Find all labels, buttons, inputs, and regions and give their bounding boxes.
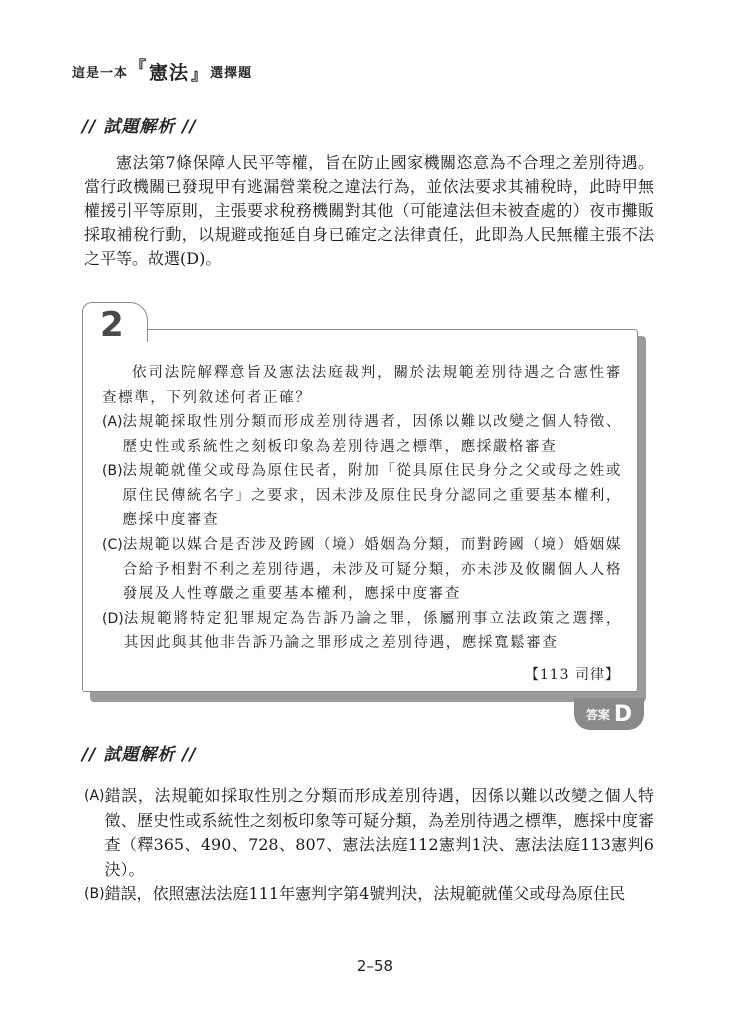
header-prefix: 這是一本 [72,65,129,81]
answer-value: D [613,701,633,727]
question-stem: 依司法院解釋意旨及憲法法庭裁判，關於法規範差別待遇之合憲性審查標準，下列敘述何者正確？ [102,365,622,406]
running-header [72,58,252,84]
option-text: 法規範就僅父或母為原住民者，附加「從具原住民身分之父或母之姓或原住民傳統名字」之要求，因未涉及原住民身分認同之重要基本權利，應採中度審查 [122,463,622,529]
page-number: 2–58 [356,957,394,975]
heading-text: 試題解析 [103,117,176,137]
analysis-heading-1 [82,112,197,137]
analysis-heading-2 [82,740,197,765]
option-text: 法規範以媒合是否涉及跨國（境）婚姻為分類，而對跨國（境）婚姻媒合給予相對不利之差別待遇，未涉及可疑分類，亦未涉及攸關個人人格發展及人性尊嚴之重要基本權利，應採中度審查 [122,536,622,603]
analysis-item-b [84,882,654,907]
answer-label: 答案 [585,707,610,722]
option-text: 法規範採取性別分類而形成差別待遇者，因係以難以改變之個人特徵、歷史性或系統性之刻板印象為差別待遇之標準，應採嚴格審查 [122,414,622,455]
question-options [102,410,622,656]
analysis-item-label: (A) [84,788,105,804]
answer-badge [574,698,644,730]
heading-slashes-left: // [82,745,97,765]
question-source: 【113 司律】 [524,667,620,683]
analysis-item-text: 錯誤，法規範如採取性別之分類而形成差別待遇，因係以難以改變之個人特徵、歷史性或系統性之刻板印象等可疑分類，為差別待遇之標準，應採中度審查（釋365、490、728、807、憲法法庭112憲判1決、憲法法庭113憲判6決）。 [104,786,654,879]
analysis-list [84,784,654,907]
question-number: 2 [100,305,124,345]
option-label: (A) [102,414,123,430]
option-label: (D) [102,610,124,627]
option-a [102,410,622,459]
header-suffix: 選擇題 [210,65,253,81]
header-open-bracket: 『 [130,57,148,76]
option-label: (C) [102,536,123,553]
option-b [102,459,622,533]
option-c [102,533,622,607]
analysis-item-label: (B) [84,886,105,902]
analysis-item-a [84,784,654,882]
heading-slashes-left: // [82,117,97,137]
option-d [102,607,622,656]
heading-text: 試題解析 [103,745,176,765]
analysis-item-text: 錯誤，依照憲法法庭111年憲判字第4號判決，法規範就僅父或母為原住民 [104,884,626,903]
heading-slashes-right: // [182,117,197,137]
heading-slashes-right: // [182,745,197,765]
option-text: 法規範將特定犯罪規定為告訴乃論之罪，係屬刑事立法政策之選擇，其因此與其他非告訴乃論之罪形成之差別待遇，應採寬鬆審查 [123,610,622,652]
header-close-bracket: 』 [191,65,209,84]
analysis-paragraph-1: 憲法第7條保障人民平等權，旨在防止國家機關恣意為不合理之差別待遇。當行政機關已發現甲有逃漏營業稅之違法行為，並依法要求其補稅時，此時甲無權援引平等原則，主張要求稅務機關對其他（可能違法但未被查處的）夜市攤販採取補稅行動，以規避或拖延自身已確定之法律責任，此即為人民無權主張不法之平等。故選(D)。 [84,153,654,268]
header-highlight: 憲法 [149,61,190,84]
option-label: (B) [102,463,123,480]
